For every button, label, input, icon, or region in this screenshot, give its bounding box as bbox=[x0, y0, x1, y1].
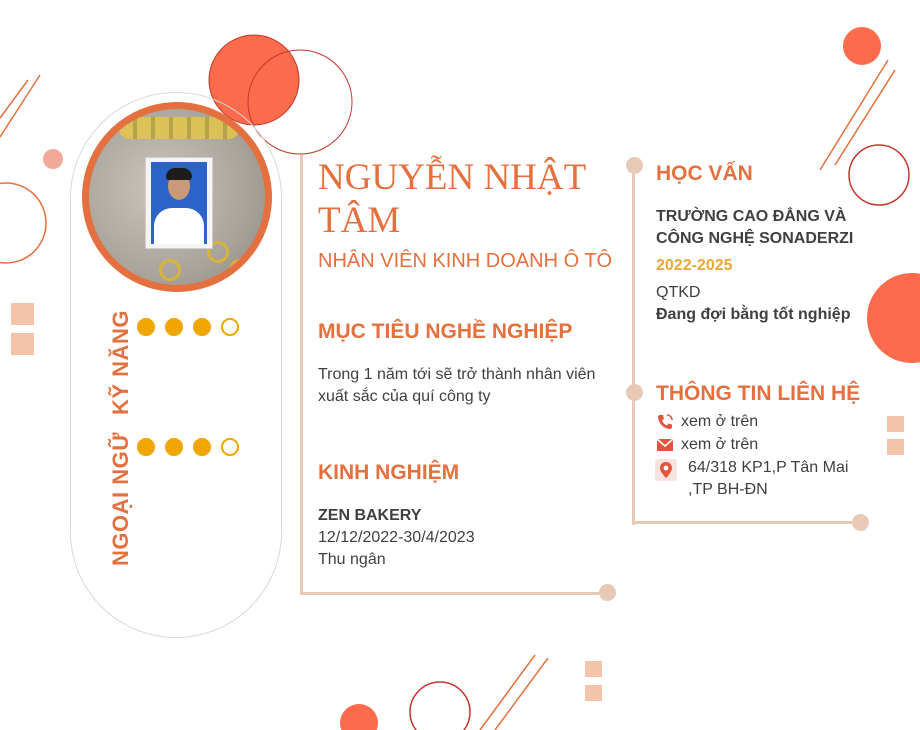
objective-text: Trong 1 năm tới sẽ trở thành nhân viên xuất sắc của quí công ty bbox=[318, 366, 596, 405]
contact-address: 64/318 KP1,P Tân Mai ,TP BH-ĐN bbox=[688, 459, 849, 498]
contact-phone: xem ở trên bbox=[681, 413, 759, 430]
education-status: Đang đợi bằng tốt nghiệp bbox=[656, 306, 851, 323]
rating-dot-filled bbox=[193, 438, 211, 456]
timeline-line bbox=[300, 155, 303, 595]
timeline-dot bbox=[626, 384, 643, 401]
timeline-line bbox=[300, 592, 605, 595]
timeline-line bbox=[632, 521, 857, 524]
education-heading: HỌC VẤN bbox=[656, 162, 753, 185]
contact-heading: THÔNG TIN LIÊN HỆ bbox=[656, 382, 861, 405]
rating-dot-filled bbox=[137, 318, 155, 336]
timeline-end-dot bbox=[852, 514, 869, 531]
education-years: 2022-2025 bbox=[656, 257, 733, 274]
experience-period: 12/12/2022-30/4/2023 bbox=[318, 529, 475, 546]
languages-label: NGOẠI NGỮ bbox=[108, 432, 133, 566]
contact-email: xem ở trên bbox=[681, 436, 759, 453]
rating-dot-filled bbox=[165, 318, 183, 336]
mail-icon bbox=[656, 436, 674, 454]
rating-dot-empty bbox=[221, 438, 239, 456]
rating-dot-filled bbox=[165, 438, 183, 456]
rating-dot-filled bbox=[193, 318, 211, 336]
location-pin-icon bbox=[655, 459, 677, 481]
rating-dot-empty bbox=[221, 318, 239, 336]
flower-decoration bbox=[229, 259, 251, 281]
flower-decoration bbox=[159, 259, 181, 281]
job-title: NHÂN VIÊN KINH DOANH Ô TÔ bbox=[318, 250, 613, 272]
rating-dot-filled bbox=[137, 438, 155, 456]
timeline-end-dot bbox=[599, 584, 616, 601]
experience-heading: KINH NGHIỆM bbox=[318, 461, 460, 484]
objective-heading: MỤC TIÊU NGHỀ NGHIỆP bbox=[318, 320, 573, 343]
education-school: TRƯỜNG CAO ĐẲNG VÀ CÔNG NGHỆ SONADERZI bbox=[656, 208, 854, 247]
skills-label: KỸ NĂNG bbox=[108, 310, 133, 415]
avatar bbox=[82, 102, 272, 292]
id-photo bbox=[145, 157, 213, 249]
candidate-name: NGUYỄN NHẬT TÂM bbox=[318, 157, 586, 241]
experience-role: Thu ngân bbox=[318, 551, 386, 568]
experience-company: ZEN BAKERY bbox=[318, 507, 422, 524]
avatar-photo bbox=[89, 109, 265, 285]
education-major: QTKD bbox=[656, 284, 701, 301]
lace-decoration bbox=[119, 117, 239, 139]
timeline-line bbox=[632, 165, 635, 525]
phone-icon bbox=[656, 413, 674, 431]
